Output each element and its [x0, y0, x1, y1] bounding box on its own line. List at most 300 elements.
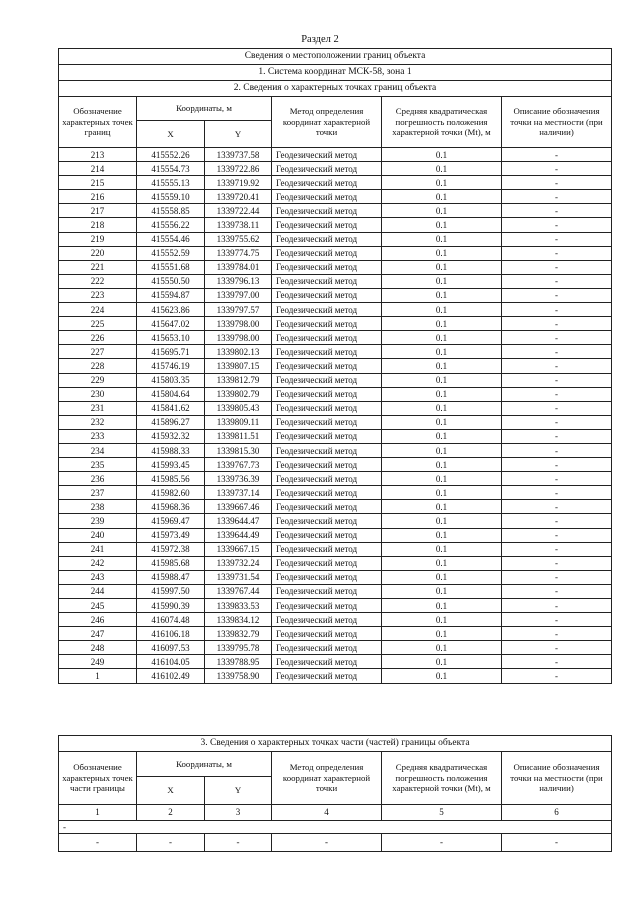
- cell-y: 1339832.79: [205, 627, 272, 641]
- cell-x: 415804.64: [137, 387, 205, 401]
- cell-description: -: [502, 387, 612, 401]
- blank-row-mark: -: [59, 821, 612, 834]
- table-row: [59, 528, 612, 542]
- cell-x: 415594.87: [137, 288, 205, 302]
- cell-error: 0.1: [382, 148, 502, 162]
- cell-designation: 232: [59, 415, 137, 429]
- cell-method: Геодезический метод: [272, 331, 382, 345]
- blank-row: [59, 821, 612, 834]
- cell-description: -: [502, 359, 612, 373]
- table-row: [59, 204, 612, 218]
- cell-designation: 215: [59, 176, 137, 190]
- cell-description: -: [502, 486, 612, 500]
- cell-description: -: [502, 514, 612, 528]
- cell-method: Геодезический метод: [272, 669, 382, 683]
- cell-y: 1339719.92: [205, 176, 272, 190]
- cell-description: -: [502, 260, 612, 274]
- cell-y: 1339833.53: [205, 599, 272, 613]
- cell-designation: 214: [59, 162, 137, 176]
- cell-y: 1339802.13: [205, 345, 272, 359]
- cell-x: 415554.73: [137, 162, 205, 176]
- cell-method: Геодезический метод: [272, 148, 382, 162]
- cell-description: -: [502, 570, 612, 584]
- cell-error: 0.1: [382, 528, 502, 542]
- cell-x: 415552.59: [137, 246, 205, 260]
- cell-y: 1339784.01: [205, 260, 272, 274]
- cell-y: 1339767.44: [205, 584, 272, 598]
- cell-method: Геодезический метод: [272, 570, 382, 584]
- cell-error: 0.1: [382, 613, 502, 627]
- section-title-coord-system: 1. Система координат МСК-58, зона 1: [59, 65, 612, 81]
- cell-description: -: [502, 500, 612, 514]
- cell-error: 0.1: [382, 274, 502, 288]
- table-row: [59, 599, 612, 613]
- cell-description: -: [502, 204, 612, 218]
- cell-y: 1339644.49: [205, 528, 272, 542]
- cell-y: 1339812.79: [205, 373, 272, 387]
- cell-designation: 223: [59, 288, 137, 302]
- cell-x: 415932.32: [137, 429, 205, 443]
- cell-y: 1339815.30: [205, 443, 272, 457]
- cell-designation: 246: [59, 613, 137, 627]
- cell-description: -: [502, 627, 612, 641]
- cell-y: 1339796.13: [205, 274, 272, 288]
- cell-y: 1339811.51: [205, 429, 272, 443]
- cell-error: 0.1: [382, 641, 502, 655]
- cell-x: 415993.45: [137, 458, 205, 472]
- cell-error: 0.1: [382, 472, 502, 486]
- cell-description: -: [502, 288, 612, 302]
- cell-x: 416106.18: [137, 627, 205, 641]
- cell-designation: 247: [59, 627, 137, 641]
- cell-description: -: [502, 232, 612, 246]
- cell-designation: 238: [59, 500, 137, 514]
- cell-method: Геодезический метод: [272, 387, 382, 401]
- cell-description: -: [502, 190, 612, 204]
- cell-x: -: [137, 834, 205, 852]
- cell-designation: 241: [59, 542, 137, 556]
- cell-description: -: [502, 556, 612, 570]
- table-row: [59, 317, 612, 331]
- cell-designation: 242: [59, 556, 137, 570]
- section-row: [59, 736, 612, 752]
- cell-x: 415647.02: [137, 317, 205, 331]
- cell-y: 1339667.15: [205, 542, 272, 556]
- section-row: [59, 65, 612, 81]
- table-row: [59, 162, 612, 176]
- cell-x: 415990.39: [137, 599, 205, 613]
- cell-description: -: [502, 345, 612, 359]
- table-row: [59, 570, 612, 584]
- table-row: [59, 345, 612, 359]
- part-points-table: [58, 735, 612, 852]
- cell-error: 0.1: [382, 303, 502, 317]
- cell-designation: 249: [59, 655, 137, 669]
- cell-description: -: [502, 373, 612, 387]
- cell-description: -: [502, 429, 612, 443]
- table-row: [59, 387, 612, 401]
- table-row: [59, 669, 612, 683]
- cell-designation: 219: [59, 232, 137, 246]
- cell-description: -: [502, 443, 612, 457]
- cell-method: Геодезический метод: [272, 514, 382, 528]
- part-header-y: Y: [205, 777, 272, 805]
- cell-x: 415556.22: [137, 218, 205, 232]
- cell-method: Геодезический метод: [272, 204, 382, 218]
- cell-description: -: [502, 584, 612, 598]
- cell-designation: 240: [59, 528, 137, 542]
- table-row: [59, 260, 612, 274]
- cell-x: 415550.50: [137, 274, 205, 288]
- cell-x: 415623.86: [137, 303, 205, 317]
- cell-description: -: [502, 472, 612, 486]
- table-row: [59, 218, 612, 232]
- cell-error: 0.1: [382, 246, 502, 260]
- cell-y: 1339644.47: [205, 514, 272, 528]
- cell-method: Геодезический метод: [272, 556, 382, 570]
- cell-designation: 1: [59, 669, 137, 683]
- cell-error: 0.1: [382, 627, 502, 641]
- header-designation: Обозначение характерных точек границ: [59, 97, 137, 148]
- cell-designation: 235: [59, 458, 137, 472]
- cell-method: Геодезический метод: [272, 359, 382, 373]
- cell-designation: -: [59, 834, 137, 852]
- cell-description: -: [502, 542, 612, 556]
- cell-method: Геодезический метод: [272, 401, 382, 415]
- cell-x: 415558.85: [137, 204, 205, 218]
- cell-designation: 224: [59, 303, 137, 317]
- cell-method: -: [272, 834, 382, 852]
- table-row: [59, 556, 612, 570]
- cell-method: Геодезический метод: [272, 303, 382, 317]
- cell-method: Геодезический метод: [272, 232, 382, 246]
- cell-error: 0.1: [382, 429, 502, 443]
- header-coordinates: Координаты, м: [137, 97, 272, 121]
- cell-x: 415988.47: [137, 570, 205, 584]
- cell-designation: 213: [59, 148, 137, 162]
- part-header-coordinates: Координаты, м: [137, 752, 272, 777]
- cell-designation: 234: [59, 443, 137, 457]
- cell-error: 0.1: [382, 570, 502, 584]
- cell-y: 1339758.90: [205, 669, 272, 683]
- cell-designation: 226: [59, 331, 137, 345]
- cell-method: Геодезический метод: [272, 599, 382, 613]
- cell-error: 0.1: [382, 162, 502, 176]
- cell-x: 415559.10: [137, 190, 205, 204]
- cell-error: 0.1: [382, 260, 502, 274]
- cell-designation: 244: [59, 584, 137, 598]
- cell-method: Геодезический метод: [272, 190, 382, 204]
- cell-method: Геодезический метод: [272, 613, 382, 627]
- table-row: [59, 458, 612, 472]
- cell-y: 1339805.43: [205, 401, 272, 415]
- part-header-method: Метод определения координат характерной точки: [272, 752, 382, 805]
- cell-x: 415554.46: [137, 232, 205, 246]
- table-row: [59, 274, 612, 288]
- cell-description: -: [502, 613, 612, 627]
- cell-x: 415972.38: [137, 542, 205, 556]
- table-row: [59, 584, 612, 598]
- table-row: [59, 331, 612, 345]
- cell-error: 0.1: [382, 542, 502, 556]
- cell-y: 1339797.00: [205, 288, 272, 302]
- cell-designation: 248: [59, 641, 137, 655]
- cell-y: 1339795.78: [205, 641, 272, 655]
- cell-designation: 220: [59, 246, 137, 260]
- table-row: [59, 472, 612, 486]
- cell-designation: 221: [59, 260, 137, 274]
- cell-x: 415653.10: [137, 331, 205, 345]
- cell-designation: 222: [59, 274, 137, 288]
- table-row: [59, 288, 612, 302]
- cell-y: 1339732.24: [205, 556, 272, 570]
- cell-error: 0.1: [382, 204, 502, 218]
- cell-method: Геодезический метод: [272, 345, 382, 359]
- cell-description: -: [502, 528, 612, 542]
- cell-method: Геодезический метод: [272, 542, 382, 556]
- cell-x: 415982.60: [137, 486, 205, 500]
- cell-description: -: [502, 834, 612, 852]
- cell-x: 415746.19: [137, 359, 205, 373]
- cell-description: -: [502, 162, 612, 176]
- cell-method: Геодезический метод: [272, 274, 382, 288]
- table-row: [59, 514, 612, 528]
- cell-designation: 216: [59, 190, 137, 204]
- cell-y: 1339798.00: [205, 317, 272, 331]
- cell-y: 1339720.41: [205, 190, 272, 204]
- cell-x: 415997.50: [137, 584, 205, 598]
- cell-designation: 228: [59, 359, 137, 373]
- table-row: [59, 834, 612, 852]
- cell-y: 1339737.14: [205, 486, 272, 500]
- cell-designation: 229: [59, 373, 137, 387]
- table-row: [59, 232, 612, 246]
- cell-y: 1339736.39: [205, 472, 272, 486]
- cell-y: 1339755.62: [205, 232, 272, 246]
- cell-method: Геодезический метод: [272, 486, 382, 500]
- cell-method: Геодезический метод: [272, 429, 382, 443]
- table-row: [59, 401, 612, 415]
- table-row: [59, 373, 612, 387]
- table-row: [59, 627, 612, 641]
- cell-method: Геодезический метод: [272, 218, 382, 232]
- cell-designation: 239: [59, 514, 137, 528]
- cell-y: 1339774.75: [205, 246, 272, 260]
- cell-error: 0.1: [382, 176, 502, 190]
- cell-x: 415695.71: [137, 345, 205, 359]
- cell-description: -: [502, 458, 612, 472]
- cell-x: 415896.27: [137, 415, 205, 429]
- column-number: 2: [137, 805, 205, 821]
- cell-designation: 227: [59, 345, 137, 359]
- cell-error: 0.1: [382, 415, 502, 429]
- cell-error: 0.1: [382, 345, 502, 359]
- cell-error: 0.1: [382, 218, 502, 232]
- column-number: 1: [59, 805, 137, 821]
- cell-designation: 236: [59, 472, 137, 486]
- column-number: 4: [272, 805, 382, 821]
- cell-x: 415841.62: [137, 401, 205, 415]
- cell-method: Геодезический метод: [272, 458, 382, 472]
- column-number: 6: [502, 805, 612, 821]
- cell-designation: 243: [59, 570, 137, 584]
- cell-x: 415552.26: [137, 148, 205, 162]
- cell-error: 0.1: [382, 443, 502, 457]
- cell-designation: 217: [59, 204, 137, 218]
- cell-description: -: [502, 246, 612, 260]
- cell-method: Геодезический метод: [272, 627, 382, 641]
- cell-description: -: [502, 641, 612, 655]
- cell-method: Геодезический метод: [272, 641, 382, 655]
- column-number-row: [59, 805, 612, 821]
- cell-designation: 225: [59, 317, 137, 331]
- table-row: [59, 542, 612, 556]
- cell-method: Геодезический метод: [272, 584, 382, 598]
- cell-description: -: [502, 401, 612, 415]
- cell-y: -: [205, 834, 272, 852]
- table-row: [59, 176, 612, 190]
- cell-method: Геодезический метод: [272, 162, 382, 176]
- cell-description: -: [502, 655, 612, 669]
- cell-error: 0.1: [382, 373, 502, 387]
- cell-x: 415803.35: [137, 373, 205, 387]
- cell-method: Геодезический метод: [272, 655, 382, 669]
- cell-designation: 237: [59, 486, 137, 500]
- table-row: [59, 486, 612, 500]
- cell-description: -: [502, 317, 612, 331]
- cell-y: 1339731.54: [205, 570, 272, 584]
- header-y: Y: [205, 121, 272, 148]
- cell-y: 1339802.79: [205, 387, 272, 401]
- cell-error: 0.1: [382, 556, 502, 570]
- cell-x: 415988.33: [137, 443, 205, 457]
- cell-designation: 245: [59, 599, 137, 613]
- cell-x: 415969.47: [137, 514, 205, 528]
- header-row: [59, 97, 612, 121]
- cell-y: 1339788.95: [205, 655, 272, 669]
- cell-description: -: [502, 303, 612, 317]
- cell-y: 1339722.86: [205, 162, 272, 176]
- cell-error: 0.1: [382, 331, 502, 345]
- cell-description: -: [502, 599, 612, 613]
- table-row: [59, 429, 612, 443]
- cell-designation: 233: [59, 429, 137, 443]
- cell-x: 415968.36: [137, 500, 205, 514]
- table-row: [59, 641, 612, 655]
- table-row: [59, 443, 612, 457]
- cell-y: 1339737.58: [205, 148, 272, 162]
- cell-method: Геодезический метод: [272, 472, 382, 486]
- cell-x: 416102.49: [137, 669, 205, 683]
- cell-x: 416104.05: [137, 655, 205, 669]
- section-title-part-points: 3. Сведения о характерных точках части (частей) границы объекта: [59, 736, 612, 752]
- section-row: [59, 81, 612, 97]
- part-header-description: Описание обозначения точки на местности (при наличии): [502, 752, 612, 805]
- cell-designation: 218: [59, 218, 137, 232]
- table-row: [59, 303, 612, 317]
- cell-y: 1339834.12: [205, 613, 272, 627]
- cell-y: 1339798.00: [205, 331, 272, 345]
- part-header-x: X: [137, 777, 205, 805]
- cell-error: 0.1: [382, 669, 502, 683]
- section-title-main: Сведения о местоположении границ объекта: [59, 49, 612, 65]
- table-row: [59, 148, 612, 162]
- cell-error: 0.1: [382, 401, 502, 415]
- boundary-points-table: [58, 48, 612, 684]
- table-row: [59, 190, 612, 204]
- column-number: 5: [382, 805, 502, 821]
- header-x: X: [137, 121, 205, 148]
- cell-description: -: [502, 331, 612, 345]
- table-row: [59, 246, 612, 260]
- cell-error: 0.1: [382, 655, 502, 669]
- cell-description: -: [502, 415, 612, 429]
- cell-error: 0.1: [382, 232, 502, 246]
- cell-error: 0.1: [382, 599, 502, 613]
- table-row: [59, 655, 612, 669]
- cell-error: 0.1: [382, 500, 502, 514]
- table-row: [59, 613, 612, 627]
- cell-error: 0.1: [382, 584, 502, 598]
- cell-method: Геодезический метод: [272, 260, 382, 274]
- table-row: [59, 415, 612, 429]
- cell-method: Геодезический метод: [272, 528, 382, 542]
- cell-x: 415973.49: [137, 528, 205, 542]
- part-header-error: Средняя квадратическая погрешность положения характерной точки (Mt), м: [382, 752, 502, 805]
- cell-method: Геодезический метод: [272, 176, 382, 190]
- table-row: [59, 500, 612, 514]
- cell-y: 1339767.73: [205, 458, 272, 472]
- header-error: Средняя квадратическая погрешность положения характерной точки (Mt), м: [382, 97, 502, 148]
- cell-method: Геодезический метод: [272, 246, 382, 260]
- header-method: Метод определения координат характерной точки: [272, 97, 382, 148]
- section-row: [59, 49, 612, 65]
- cell-error: 0.1: [382, 387, 502, 401]
- cell-y: 1339809.11: [205, 415, 272, 429]
- cell-x: 415985.56: [137, 472, 205, 486]
- cell-error: 0.1: [382, 514, 502, 528]
- cell-method: Геодезический метод: [272, 288, 382, 302]
- part-header-row: [59, 752, 612, 777]
- cell-error: -: [382, 834, 502, 852]
- table-row: [59, 359, 612, 373]
- cell-x: 416074.48: [137, 613, 205, 627]
- header-description: Описание обозначения точки на местности (при наличии): [502, 97, 612, 148]
- cell-x: 415985.68: [137, 556, 205, 570]
- cell-error: 0.1: [382, 190, 502, 204]
- cell-method: Геодезический метод: [272, 500, 382, 514]
- cell-method: Геодезический метод: [272, 443, 382, 457]
- cell-error: 0.1: [382, 486, 502, 500]
- cell-description: -: [502, 669, 612, 683]
- cell-description: -: [502, 176, 612, 190]
- cell-y: 1339667.46: [205, 500, 272, 514]
- cell-description: -: [502, 148, 612, 162]
- cell-error: 0.1: [382, 458, 502, 472]
- section-title-points: 2. Сведения о характерных точках границ объекта: [59, 81, 612, 97]
- cell-x: 415551.68: [137, 260, 205, 274]
- cell-method: Геодезический метод: [272, 415, 382, 429]
- cell-y: 1339797.57: [205, 303, 272, 317]
- cell-method: Геодезический метод: [272, 317, 382, 331]
- cell-designation: 231: [59, 401, 137, 415]
- cell-y: 1339807.15: [205, 359, 272, 373]
- cell-error: 0.1: [382, 359, 502, 373]
- cell-y: 1339738.11: [205, 218, 272, 232]
- cell-y: 1339722.44: [205, 204, 272, 218]
- cell-description: -: [502, 218, 612, 232]
- cell-description: -: [502, 274, 612, 288]
